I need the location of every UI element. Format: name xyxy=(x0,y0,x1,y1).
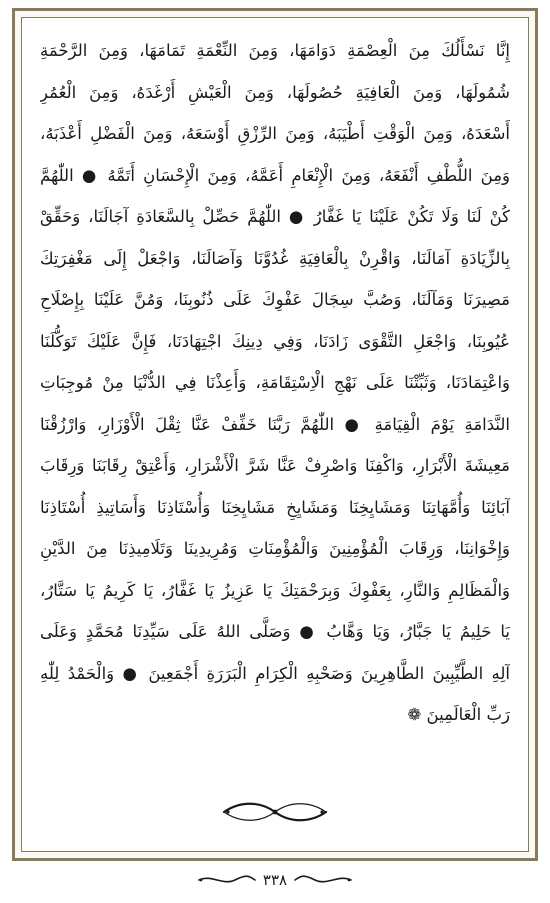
text-line-9: وَاعْتِمَادَنَا، وَثَبِّتْنَا عَلَى نَهْجِ الْاِسْتِقَامَةِ، وَأَعِذْنَا فِي الدُّنْيَا مِنْ مُوجِبَاتِ xyxy=(40,373,510,392)
page-frame-outer xyxy=(12,8,538,861)
text-line-7: مَصِيرَنَا وَمَآلَنَا، وَصُبَّ سِجَالَ عَفْوِكَ عَلَى ذُنُوبِنَا، وَمُنَّ عَلَيْنَا بِإِصْلَاحِ xyxy=(40,290,510,309)
prayer-text-block xyxy=(40,30,510,736)
text-line-13: وَإِخْوَانِنَا، وَرِقَابَ الْمُؤْمِنِينَ وَالْمُؤْمِنَاتِ وَمُرِيدِينَا وَتَلَامِيذِنَا مِنَ الدَّيْنِ xyxy=(40,539,510,558)
text-line-8: عُيُوبِنَا، وَاجْعَلِ التَّقْوَى زَادَنَا، وَفِي دِينِكَ اجْتِهَادَنَا، فَإِنَّ عَلَيْكَ تَوَكُّلَنَا xyxy=(40,331,510,351)
page-footer xyxy=(0,868,550,892)
text-line-15: يَا حَلِيمُ يَا جَبَّارُ، وَيَا وَهَّابُ ● وَصَلَّى اللهُ عَلَى سَيِّدِنَا مُحَمَّدٍ وَعَلَى xyxy=(40,622,510,641)
text-line-3: أَسْعَدَهُ، وَمِنَ الْوَقْتِ أَطْيَبَهُ، وَمِنَ الرِّزْقِ أَوْسَعَهُ، وَمِنَ الْفَضْلِ أَعْذَبَهُ، xyxy=(40,124,510,143)
text-line-10: النَّدَامَةِ يَوْمَ الْقِيَامَةِ ● اللّٰهُمَّ رَبَّنَا خَفِّفْ عَنَّا ثِقْلَ الْأَوْزَارِ، وَارْزُقْنَا xyxy=(40,414,510,434)
end-ornament-icon xyxy=(220,797,330,827)
text-line-1: إِنَّا نَسْأَلُكَ مِنَ الْعِصْمَةِ دَوَامَهَا، وَمِنَ النِّعْمَةِ تَمَامَهَا، وَمِنَ الرَّحْمَةِ xyxy=(40,41,510,60)
text-line-11: مَعِيشَةَ الْأَبْرَارِ، وَاكْفِنَا وَاصْرِفْ عَنَّا شَرَّ الْأَشْرَارِ، وَأَعْتِقْ رِقَابَنَا وَرِقَابَ xyxy=(40,456,510,475)
text-line-17: رَبِّ الْعَالَمِينَ ❁ xyxy=(407,705,510,724)
text-line-16: آلِهِ الطَّيِّبِينَ الطَّاهِرِينَ وَصَحْبِهِ الْكِرَامِ الْبَرَرَةِ أَجْمَعِينَ ● وَالْحَمْدُ لِلّٰهِ xyxy=(40,663,510,683)
text-line-5: كُنْ لَنَا وَلَا تَكُنْ عَلَيْنَا يَا غَفَّارُ ● اللّٰهُمَّ حَصِّلْ بِالسَّعَادَةِ آجَالَنَا، وَحَقِّقْ xyxy=(40,207,510,226)
text-line-2: شُمُولَهَا، وَمِنَ الْعَافِيَةِ حُصُولَهَا، وَمِنَ الْعَيْشِ أَرْغَدَهُ، وَمِنَ الْعُمُرِ xyxy=(40,82,510,102)
text-line-12: آبَائِنَا وَأُمَّهَاتِنَا وَمَشَايِخِنَا وَمَشَايِخِ مَشَايِخِنَا وَأُسْتَاذِنَا وَأَسَاتِيذِ أُسْتَاذِنَا xyxy=(40,497,510,517)
footer-flourish-left-icon xyxy=(197,873,257,887)
footer-flourish-right-icon xyxy=(293,873,353,887)
page-frame-inner xyxy=(21,17,529,852)
text-line-14: وَالْمَظَالِمِ وَالنَّارِ، بِعَفْوِكَ وَبِرَحْمَتِكَ يَا عَزِيزُ يَا غَفَّارُ، يَا كَرِيمُ يَا سَتَّارُ، xyxy=(40,580,510,600)
text-line-6: بِالزِّيَادَةِ آمَالَنَا، وَاقْرِنْ بِالْعَافِيَةِ غُدُوَّنَا وَآصَالَنَا، وَاجْعَلْ إِلَى مَغْفِرَتِكَ xyxy=(40,248,510,268)
page-number: ٣٣٨ xyxy=(262,871,288,889)
text-line-4: وَمِنَ اللُّطْفِ أَنْفَعَهُ، وَمِنَ الْإِنْعَامِ أَعَمَّهُ، وَمِنَ الْإِحْسَانِ أَتَمَّهُ ● اللّٰهُمَّ xyxy=(40,165,510,185)
